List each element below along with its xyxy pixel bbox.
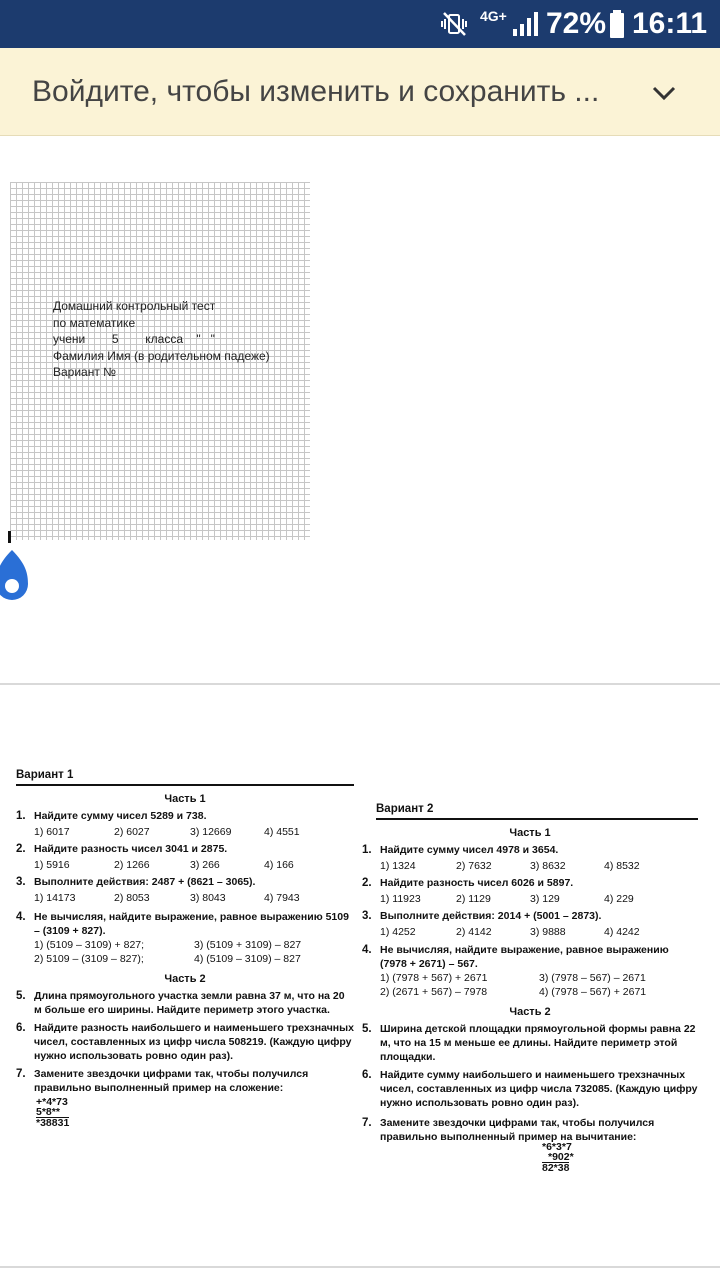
status-bar — [0, 0, 720, 48]
option: 4) 4551 — [264, 826, 300, 838]
option: 3) 12669 — [190, 826, 232, 838]
question — [362, 843, 698, 857]
option: 4) 4242 — [604, 926, 640, 938]
question-text: Замените звездочки цифрами так, чтобы получился правильно выполненный пример на вычитание: — [380, 1117, 655, 1143]
question — [16, 910, 354, 938]
option: 4) 166 — [264, 859, 294, 871]
option: 3) (5109 + 3109) – 827 — [194, 939, 302, 951]
option: 1) (5109 – 3109) + 827; — [34, 939, 145, 951]
option: 3) 8632 — [530, 860, 566, 872]
question-text: Не вычисляя, найдите выражение, равное выражению (7978 + 2671) – 567. — [380, 944, 669, 970]
question-text: Выполните действия: 2487 + (8621 – 3065). — [34, 876, 256, 888]
question-number: 4. — [362, 944, 372, 956]
option: 1) 5916 — [34, 859, 70, 871]
option: 2) 4142 — [456, 926, 492, 938]
vibrate-mute-icon — [440, 10, 468, 38]
answer-options — [362, 892, 698, 906]
arith-line: +*4*73 — [36, 1096, 68, 1108]
option: 2) (2671 + 567) – 7978 — [380, 986, 488, 998]
question-number: 5. — [16, 990, 26, 1002]
question — [362, 1068, 698, 1110]
battery-icon — [609, 10, 625, 38]
option: 1) 14173 — [34, 892, 76, 904]
option: 4) 229 — [604, 893, 634, 905]
question — [362, 943, 698, 971]
test-header-text — [53, 298, 270, 381]
question — [16, 809, 354, 823]
variant-1 — [16, 768, 354, 1128]
question — [16, 1021, 354, 1063]
variant-title: Вариант 2 — [376, 803, 434, 815]
option: 1) (7978 + 567) + 2671 — [380, 972, 488, 984]
option: 2) 8053 — [114, 892, 150, 904]
question-text: Найдите сумму чисел 5289 и 738. — [34, 810, 207, 822]
option: 4) (5109 – 3109) – 827 — [194, 953, 301, 965]
option: 1) 1324 — [380, 860, 416, 872]
question — [362, 1116, 698, 1144]
question-text: Найдите сумму наибольшего и наименьшего трехзначных чисел, составленных из цифр числа 732085. (Каждую цифру нужно использовать ровно один раз). — [380, 1069, 698, 1109]
question-text: Не вычисляя, найдите выражение, равное выражению 5109 – (3109 + 827). — [34, 911, 349, 937]
option: 3) 266 — [190, 859, 220, 871]
option: 4) 8532 — [604, 860, 640, 872]
divider — [16, 784, 354, 786]
question-number: 6. — [16, 1022, 26, 1034]
part-title: Часть 1 — [509, 827, 551, 839]
question — [362, 876, 698, 890]
option: 2) 1266 — [114, 859, 150, 871]
header-line: Вариант № — [53, 365, 117, 379]
question-text: Найдите разность наибольшего и наименьшего трехзначных чисел, составленных из цифр числа 508219. (Каждую цифру нужно использовать ровно один раз). — [34, 1022, 354, 1062]
option: 3) (7978 – 567) – 2671 — [539, 972, 646, 984]
option: 3) 9888 — [530, 926, 566, 938]
clock: 16:11 — [632, 7, 708, 40]
question-text: Найдите разность чисел 3041 и 2875. — [34, 843, 228, 855]
text-cursor — [8, 531, 11, 543]
chevron-down-icon[interactable] — [640, 74, 688, 114]
question-text: Замените звездочки цифрами так, чтобы получился правильно выполненный пример на сложение: — [34, 1068, 309, 1094]
arith-line: *6*3*7 — [542, 1141, 572, 1153]
question-number: 4. — [16, 911, 26, 923]
answer-options — [16, 891, 354, 905]
arithmetic-puzzle — [362, 1142, 698, 1173]
option: 1) 11923 — [380, 893, 421, 905]
battery-percent: 72% — [546, 7, 607, 40]
signin-banner-text: Войдите, чтобы изменить и сохранить ... — [32, 75, 600, 108]
answer-options — [16, 938, 354, 966]
network-type: 4G+ — [480, 8, 507, 24]
option: 2) 5109 – (3109 – 827); — [34, 953, 144, 965]
question — [16, 875, 354, 889]
option: 4) (7978 – 567) + 2671 — [539, 986, 647, 998]
selection-handle-icon[interactable] — [0, 546, 30, 604]
arithmetic-puzzle — [16, 1097, 354, 1128]
part-title: Часть 2 — [164, 973, 206, 985]
question-text: Найдите сумму чисел 4978 и 3654. — [380, 844, 559, 856]
question — [16, 1067, 354, 1095]
header-line: Фамилия Имя (в родительном падеже) — [53, 348, 270, 363]
signin-banner[interactable] — [0, 48, 720, 136]
option: 2) 6027 — [114, 826, 150, 838]
header-line: учени 5 класса " " — [53, 332, 215, 346]
question — [16, 842, 354, 856]
answer-options — [362, 925, 698, 939]
question-number: 7. — [362, 1117, 372, 1129]
part-title: Часть 1 — [164, 793, 206, 805]
signal-icon — [512, 12, 538, 36]
option: 3) 129 — [530, 893, 560, 905]
option: 4) 7943 — [264, 892, 300, 904]
part-title: Часть 2 — [509, 1006, 551, 1018]
page-separator — [0, 683, 720, 685]
question-number: 1. — [362, 844, 372, 856]
question — [362, 909, 698, 923]
question-text: Длина прямоугольного участка земли равна 37 м, что на 20 м больше его ширины. Найдите периметр этого участка. — [34, 990, 345, 1016]
question-number: 3. — [16, 876, 26, 888]
question-number: 2. — [362, 877, 372, 889]
question-text: Выполните действия: 2014 + (5001 – 2873). — [380, 910, 602, 922]
option: 1) 6017 — [34, 826, 70, 838]
question-number: 7. — [16, 1068, 26, 1080]
arith-line: 82*38 — [542, 1162, 570, 1174]
option: 2) 1129 — [456, 893, 491, 905]
page-separator — [0, 1266, 720, 1268]
answer-options — [362, 859, 698, 873]
divider — [376, 818, 698, 820]
question-number: 6. — [362, 1069, 372, 1081]
option: 1) 4252 — [380, 926, 416, 938]
question-number: 5. — [362, 1023, 372, 1035]
question-text: Найдите разность чисел 6026 и 5897. — [380, 877, 574, 889]
variant-title: Вариант 1 — [16, 769, 74, 781]
option: 3) 8043 — [190, 892, 226, 904]
arith-line: *902* — [548, 1151, 574, 1163]
question — [362, 1022, 698, 1064]
question-number: 2. — [16, 843, 26, 855]
arith-line: 5*8** — [36, 1106, 60, 1118]
answer-options — [16, 858, 354, 872]
question-number: 3. — [362, 910, 372, 922]
header-line: Домашний контрольный тест — [53, 299, 216, 313]
question-number: 1. — [16, 810, 26, 822]
question-text: Ширина детской площадки прямоугольной формы равна 22 м, что на 15 м меньше ее длины. Найдите периметр этой площадки. — [380, 1023, 696, 1063]
arith-line: *38831 — [36, 1117, 70, 1129]
option: 2) 7632 — [456, 860, 492, 872]
answer-options — [16, 825, 354, 839]
header-line: по математике — [53, 315, 136, 330]
answer-options — [362, 971, 698, 999]
question — [16, 989, 354, 1017]
variant-2 — [362, 802, 698, 1173]
